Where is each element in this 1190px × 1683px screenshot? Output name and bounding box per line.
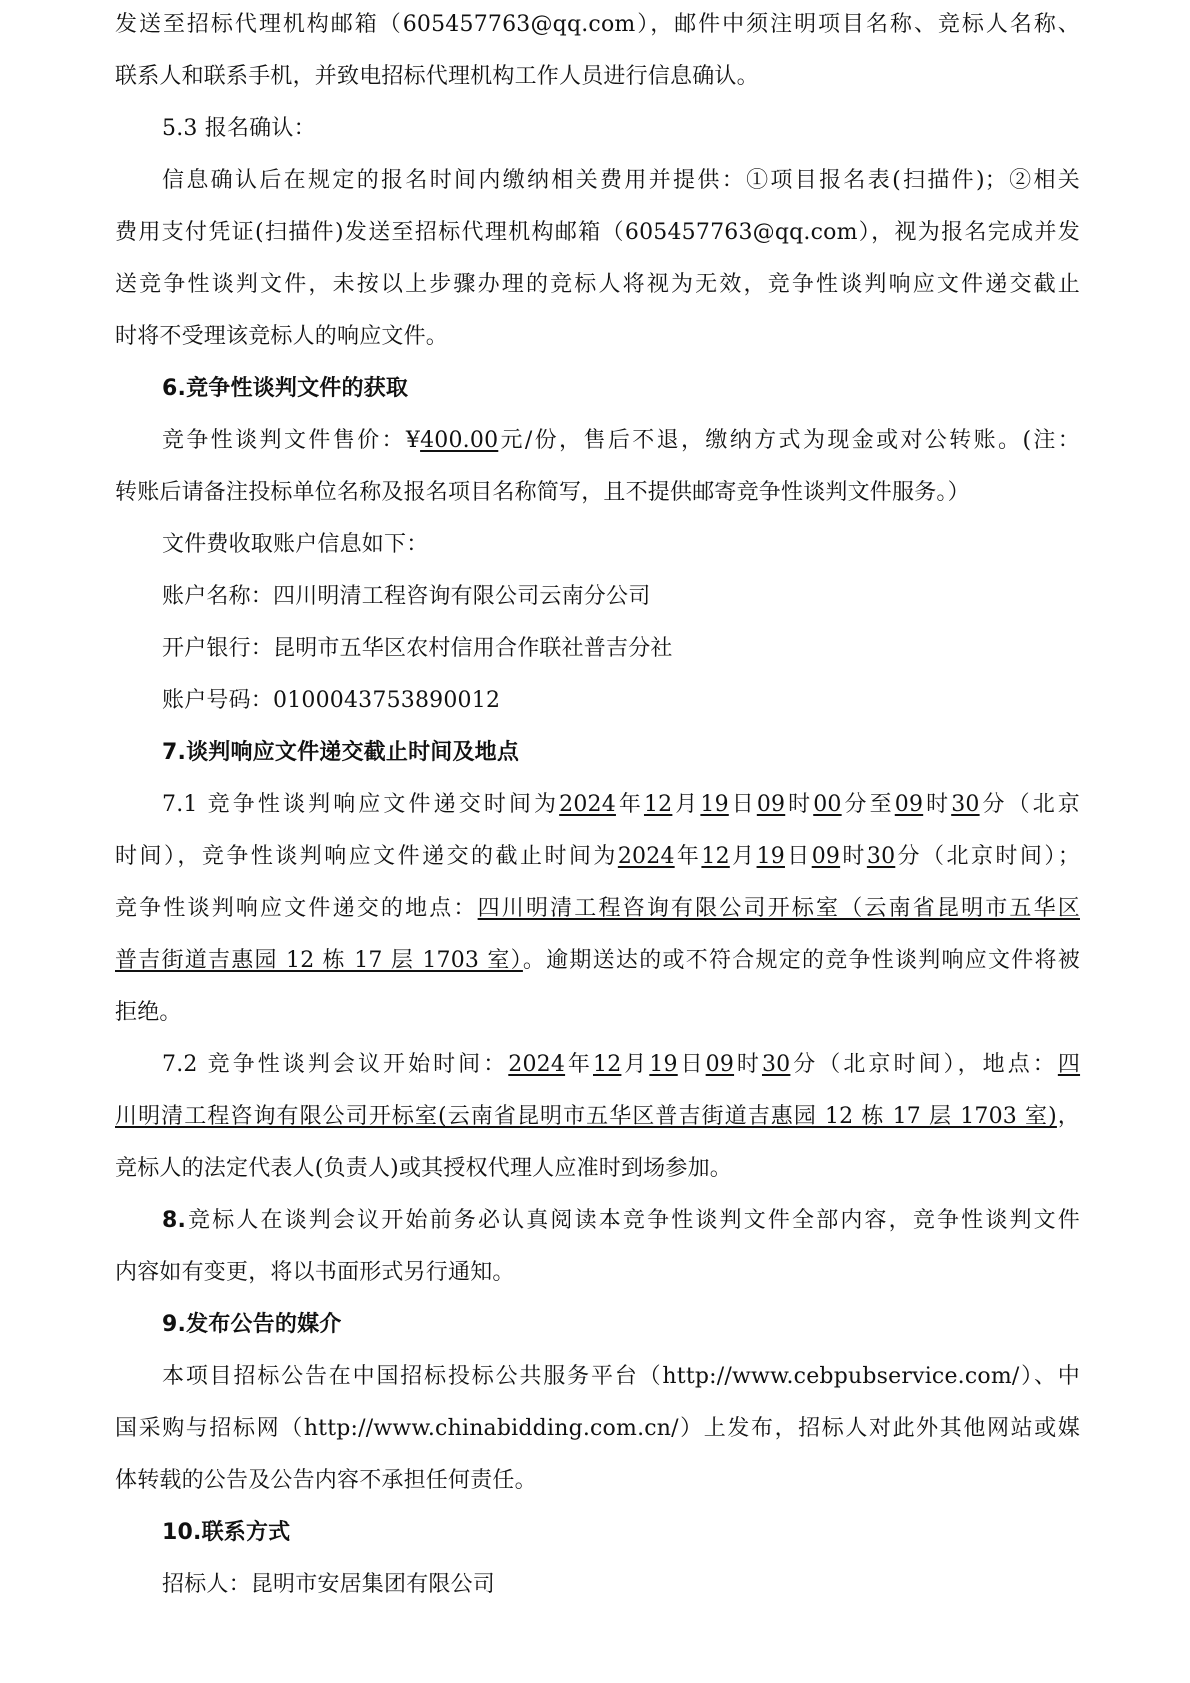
underlined-value: 19 [700, 792, 729, 817]
text-run: 月 [729, 844, 757, 869]
underlined-value: 19 [756, 844, 785, 869]
section-heading-6: 6.竞争性谈判文件的获取 [162, 376, 409, 401]
item-number-8: 8. [162, 1208, 187, 1233]
location-value: 四川明清工程咨询有限公司开标室（云南省昆明市五华区 [477, 896, 1080, 921]
paragraph-line: 送竞争性谈判文件，未按以上步骤办理的竞标人将视为无效，竞争性谈判响应文件递交截止 [115, 272, 1080, 297]
paragraph-line: 信息确认后在规定的报名时间内缴纳相关费用并提供：①项目报名表(扫描件)；②相关 [162, 168, 1080, 193]
subsection-heading-5-3: 5.3 报名确认： [162, 116, 316, 141]
underlined-value: 2024 [508, 1052, 566, 1077]
underlined-value: 09 [756, 792, 786, 817]
paragraph-line: 发送至招标代理机构邮箱（605457763@qq.com），邮件中须注明项目名称、竞标人名称、 [115, 12, 1080, 37]
underlined-value: 19 [649, 1052, 678, 1077]
section-heading-7: 7.谈判响应文件递交截止时间及地点 [162, 740, 520, 765]
underlined-value: 00 [813, 792, 842, 817]
paragraph-line: 竞标人的法定代表人(负责人)或其授权代理人应准时到场参加。 [115, 1156, 732, 1181]
account-number: 账户号码：0100043753890012 [162, 688, 501, 713]
underlined-value: 12 [701, 844, 730, 869]
underlined-value: 2024 [559, 792, 616, 817]
text-run: 时 [923, 792, 952, 817]
account-bank: 开户银行：昆明市五华区农村信用合作联社普吉分社 [162, 636, 673, 661]
underlined-value: 30 [761, 1052, 791, 1077]
paragraph-line: 联系人和联系手机，并致电招标代理机构工作人员进行信息确认。 [115, 64, 759, 89]
text-run: 日 [728, 792, 757, 817]
text-run: 分（北京时间），地点： [790, 1052, 1058, 1077]
paragraph-line: 国采购与招标网（http://www.chinabidding.com.cn/）上发布，招标人对此外其他网站或媒 [115, 1416, 1080, 1441]
paragraph-line [115, 842, 1080, 872]
section-heading-10: 10.联系方式 [162, 1520, 291, 1545]
location-value-cont: 普吉街道吉惠园 12 栋 17 层 1703 室） [115, 948, 523, 973]
price-suffix: 元/份，售后不退，缴纳方式为现金或对公转账。(注： [498, 428, 1080, 453]
account-info-intro: 文件费收取账户信息如下： [162, 532, 429, 557]
underlined-value: 30 [866, 844, 896, 869]
paragraph-line: 费用支付凭证(扫描件)发送至招标代理机构邮箱（605457763@qq.com），视为报名完成并发 [115, 220, 1080, 245]
text-run: 年 [674, 844, 702, 869]
text-run: 日 [677, 1052, 706, 1077]
paragraph-line: 转账后请备注投标单位名称及报名项目名称简写，且不提供邮寄竞争性谈判文件服务。） [115, 480, 970, 505]
text-run: 日 [784, 844, 812, 869]
text-run: 时 [734, 1052, 762, 1077]
late-submission-note: 。逾期送达的或不符合规定的竞争性谈判响应文件将被 [522, 948, 1081, 973]
section-heading-9: 9.发布公告的媒介 [162, 1312, 342, 1337]
paragraph-line-price [162, 426, 1080, 456]
underlined-value: 09 [705, 1052, 735, 1077]
paragraph-line: 体转载的公告及公告内容不承担任何责任。 [115, 1468, 537, 1493]
paragraph-line: 内容如有变更，将以书面形式另行通知。 [115, 1260, 515, 1285]
text-run: 分（北京 [979, 792, 1081, 817]
underlined-value: 09 [811, 844, 841, 869]
text-run: 时 [785, 792, 814, 817]
text-run: 时间），竞争性谈判响应文件递交的截止时间为 [115, 844, 618, 869]
paragraph-line: 本项目招标公告在中国招标投标公共服务平台（http://www.cebpubservice.com/）、中 [162, 1364, 1080, 1389]
paragraph-line-7-2 [162, 1050, 1080, 1080]
underlined-value: 2024 [617, 844, 675, 869]
account-name: 账户名称：四川明清工程咨询有限公司云南分公司 [162, 584, 651, 609]
price-value: 400.00 [420, 428, 499, 453]
location-label: 竞争性谈判响应文件递交的地点： [115, 896, 478, 921]
text-run: 时 [840, 844, 867, 869]
price-prefix: 竞争性谈判文件售价：¥ [162, 428, 421, 453]
text-run: 年 [565, 1052, 593, 1077]
text-run: 月 [621, 1052, 650, 1077]
paragraph-line: 时将不受理该竞标人的响应文件。 [115, 324, 449, 349]
text-run: 月 [672, 792, 701, 817]
underlined-value: 四 [1057, 1052, 1081, 1077]
paragraph-line-location [115, 894, 1080, 924]
paragraph-line-meeting-location [115, 1102, 1080, 1132]
paragraph-line [115, 946, 1080, 976]
text-run: 分至 [841, 792, 895, 817]
text-run: 分（北京时间）； [895, 844, 1081, 869]
text-run: 7.2 竞争性谈判会议开始时间： [162, 1052, 509, 1077]
underlined-value: 12 [593, 1052, 622, 1077]
underlined-value: 09 [894, 792, 924, 817]
meeting-location: 川明清工程咨询有限公司开标室(云南省昆明市五华区普吉街道吉惠园 12 栋 17 层 1703 室) [115, 1104, 1057, 1129]
underlined-value: 12 [643, 792, 673, 817]
paragraph-line: 拒绝。 [115, 1000, 182, 1025]
paragraph-line-7-1 [162, 790, 1080, 820]
underlined-value: 30 [951, 792, 980, 817]
paragraph-line-8 [162, 1206, 1080, 1236]
item-8-text: 竞标人在谈判会议开始前务必认真阅读本竞争性谈判文件全部内容，竞争性谈判文件 [186, 1208, 1080, 1233]
punctuation: ， [1056, 1104, 1080, 1129]
text-run: 7.1 竞争性谈判响应文件递交时间为 [162, 792, 560, 817]
tenderer-contact: 招标人：昆明市安居集团有限公司 [162, 1572, 496, 1597]
text-run: 年 [615, 792, 644, 817]
